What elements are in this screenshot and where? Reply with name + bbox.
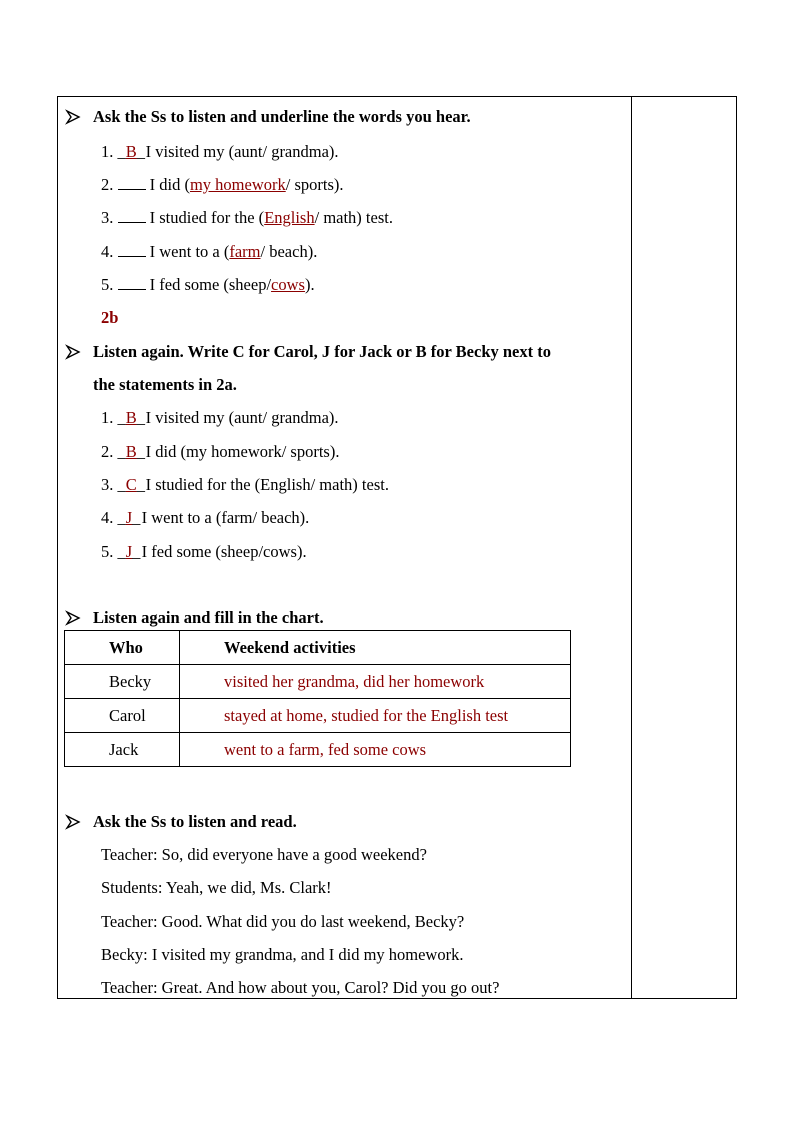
chart-row [65,665,571,699]
section-b-item-5: 5. _J_ I fed some (sheep/cows). [101,542,307,561]
dialogue-line: Teacher: So, did everyone have a good weekend? [101,845,427,864]
section-a-heading: Ask the Ss to listen and underline the words you hear. [93,107,471,126]
section-d-heading: Ask the Ss to listen and read. [93,812,297,831]
dialogue-line: Students: Yeah, we did, Ms. Clark! [101,878,332,897]
section-a-item-1: 1. _B_ I visited my (aunt/ grandma). [101,142,339,161]
section-b-item-3: 3. _C_ I studied for the (English/ math) test. [101,475,389,494]
chart-header-activities: Weekend activities [180,631,571,665]
chart-header-who: Who [65,631,180,665]
section-b-heading-line2: the statements in 2a. [93,375,237,394]
label-2b: 2b [101,308,119,327]
section-a-item-5: 5. I fed some (sheep/cows). [101,275,315,294]
section-b-item-4: 4. _J_ I went to a (farm/ beach). [101,508,310,527]
bullet-arrow-icon [65,812,81,832]
bullet-arrow-icon [65,342,81,362]
section-b-heading-line1: Listen again. Write C for Carol, J for Jack or B for Becky next to [93,342,551,361]
lesson-table [57,96,737,999]
chart-cell-who: Carol [65,699,180,733]
notes-cell [632,97,736,998]
dialogue-line: Teacher: Good. What did you do last weekend, Becky? [101,912,465,931]
chart-cell-who: Jack [65,733,180,767]
lesson-content-cell [58,97,631,998]
bullet-arrow-icon [65,608,81,628]
section-a-item-2: 2. I did (my homework/ sports). [101,175,344,194]
chart-cell-who: Becky [65,665,180,699]
bullet-arrow-icon [65,107,81,127]
chart-header-row [65,631,571,665]
activities-chart [64,630,571,767]
section-c-heading: Listen again and fill in the chart. [93,608,324,627]
chart-cell-activities: went to a farm, fed some cows [180,733,571,767]
section-a-item-3: 3. I studied for the (English/ math) test. [101,208,393,227]
chart-row [65,733,571,767]
chart-cell-activities: stayed at home, studied for the English test [180,699,571,733]
section-b-item-1: 1. _B_ I visited my (aunt/ grandma). [101,408,339,427]
dialogue-line: Becky: I visited my grandma, and I did my homework. [101,945,464,964]
chart-row [65,699,571,733]
chart-cell-activities: visited her grandma, did her homework [180,665,571,699]
dialogue-line: Teacher: Great. And how about you, Carol? Did you go out? [101,978,500,997]
section-b-item-2: 2. _B_ I did (my homework/ sports). [101,442,340,461]
section-a-item-4: 4. I went to a (farm/ beach). [101,242,318,261]
